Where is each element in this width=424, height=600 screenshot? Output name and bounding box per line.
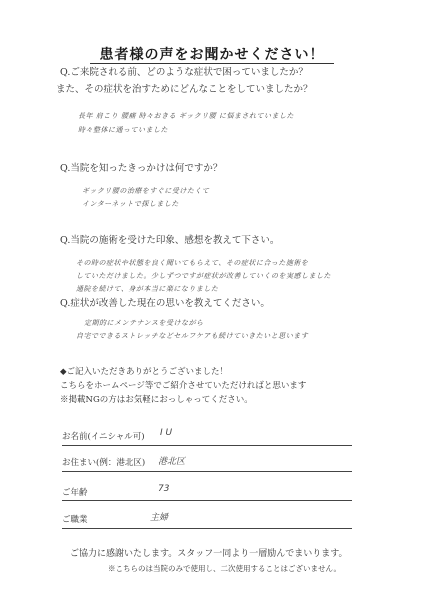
answer-3-line-1: その時の症状や状態を良く聞いてもらえて、その症状に合った施術を [76, 259, 309, 267]
answer-4-line-1: 定期的にメンテナンスを受けながら [84, 319, 204, 327]
age-label: ご年齢 [62, 488, 88, 498]
title-underline [90, 63, 334, 64]
question-3: Q.当院の施術を受けた印象、感想を教えて下さい。 [60, 235, 280, 246]
answer-3-line-3: 通院を続けて、身が本当に楽になりました [76, 285, 219, 293]
address-label: お住まい(例：港北区) [62, 458, 146, 468]
footer-thanks: ご協力に感謝いたします。スタッフ一同より一層励んでまいります。 [70, 549, 348, 559]
thanks-note: ◆ご記入いただきありがとうございました！ [60, 367, 229, 377]
publish-note: こちらをホームページ等でご紹介させていただければと思います [60, 381, 307, 391]
answer-1-line-2: 時々整体に通っていました [78, 126, 168, 134]
job-rule [62, 528, 352, 529]
name-label: お名前(イニシャル可) [62, 432, 145, 442]
publish-ng-note: ※掲載NGの方はお気軽におっしゃってください。 [60, 395, 253, 405]
answer-2-line-2: インターネットで探しました [82, 200, 179, 208]
job-label: ご職業 [62, 515, 88, 525]
answer-2-line-1: ギックリ腰の治療をすぐに受けたくて [82, 187, 210, 195]
name-rule [62, 445, 352, 446]
address-rule [62, 471, 352, 472]
age-value: 73 [158, 484, 170, 494]
address-value: 港北区 [158, 457, 186, 467]
footer-privacy-note: ※こちらのは当院のみで使用し、二次使用することはございません。 [108, 564, 341, 573]
answer-4-line-2: 自宅でできるストレッチなどセルフケアも続けていきたいと思います [76, 332, 309, 340]
question-4: Q.症状が改善した現在の思いを教えてください。 [60, 298, 270, 309]
name-value: I U [160, 428, 173, 438]
answer-3-line-2: していただけました。少しずつですが症状が改善していくのを実感しました [76, 272, 331, 280]
answer-1-line-1: 長年 肩こり 腰痛 時々おきる ギックリ腰 に悩まされていました [78, 112, 294, 120]
job-value: 主婦 [150, 513, 169, 523]
age-rule [62, 500, 352, 501]
question-1-line-1: Q.ご来院される前、どのような症状で困っていましたか？ [60, 67, 308, 78]
question-1-line-2: また、その症状を治すためにどんなことをしていましたか？ [56, 84, 313, 95]
page-title: 患者様の声をお聞かせください！ [99, 47, 325, 63]
question-2: Q.当院を知ったきっかけは何ですか？ [60, 163, 223, 174]
